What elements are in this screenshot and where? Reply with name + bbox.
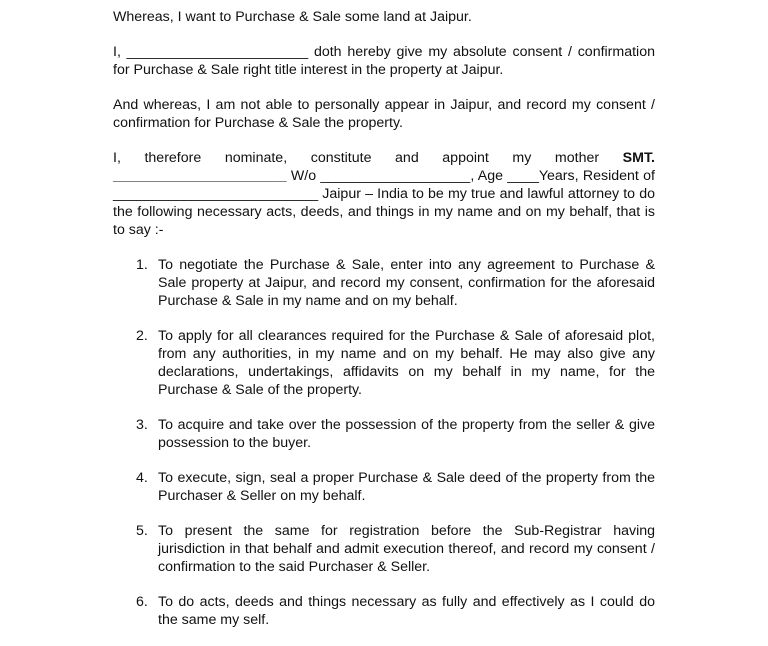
nomination-text-end: W/o ___________________, Age ____Years, Resident of __________________________ Jaipur – India to be my true and lawful attorney to do the following necessary acts, deeds, and things in my name and on my behalf, that is to say :- xyxy=(113,168,655,238)
clause-number: 1. xyxy=(136,257,148,273)
document-page xyxy=(113,8,655,646)
clause-text: To negotiate the Purchase & Sale, enter into any agreement to Purchase & Sale property at Jaipur, and record my consent, confirmation for the aforesaid Purchase & Sale in my name and on my behalf. xyxy=(158,257,655,309)
list-item xyxy=(113,593,655,629)
paragraph-consent: I, _______________________ doth hereby give my absolute consent / confirmation for Purchase & Sale right title interest in the property at Jaipur. xyxy=(113,44,655,78)
list-item xyxy=(113,469,655,505)
clause-number: 5. xyxy=(136,523,148,539)
clause-text: To do acts, deeds and things necessary as fully and effectively as I could do the same my self. xyxy=(158,594,655,628)
paragraph-whereas-purchase: Whereas, I want to Purchase & Sale some land at Jaipur. xyxy=(113,9,472,25)
list-item xyxy=(113,522,655,576)
clause-text: To acquire and take over the possession of the property from the seller & give possession to the buyer. xyxy=(158,417,655,451)
list-item xyxy=(113,327,655,399)
clause-number: 6. xyxy=(136,594,148,610)
clauses-list xyxy=(113,256,655,629)
clause-number: 2. xyxy=(136,328,148,344)
list-item xyxy=(113,256,655,310)
clause-text: To execute, sign, seal a proper Purchase & Sale deed of the property from the Purchaser & Seller on my behalf. xyxy=(158,470,655,504)
nomination-text-start: I, therefore nominate, constitute and appoint my mother xyxy=(113,150,623,166)
clause-number: 3. xyxy=(136,417,148,433)
clause-number: 4. xyxy=(136,470,148,486)
clause-text: To apply for all clearances required for the Purchase & Sale of aforesaid plot, from any authorities, in my name and on my behalf. He may also give any declarations, undertakings, affidavits on my behalf in my name, for the Purchase & Sale of the property. xyxy=(158,328,655,398)
paragraph-whereas-not-able: And whereas, I am not able to personally appear in Jaipur, and record my consent / confirmation for Purchase & Sale the property. xyxy=(113,97,655,131)
list-item xyxy=(113,416,655,452)
paragraph-nomination xyxy=(113,149,655,239)
nomination-attorney-name: SMT. ______________________ xyxy=(113,150,655,184)
clause-text: To present the same for registration before the Sub-Registrar having jurisdiction in that behalf and admit execution thereof, and record my consent / confirmation to the said Purchaser & Seller. xyxy=(158,523,655,575)
